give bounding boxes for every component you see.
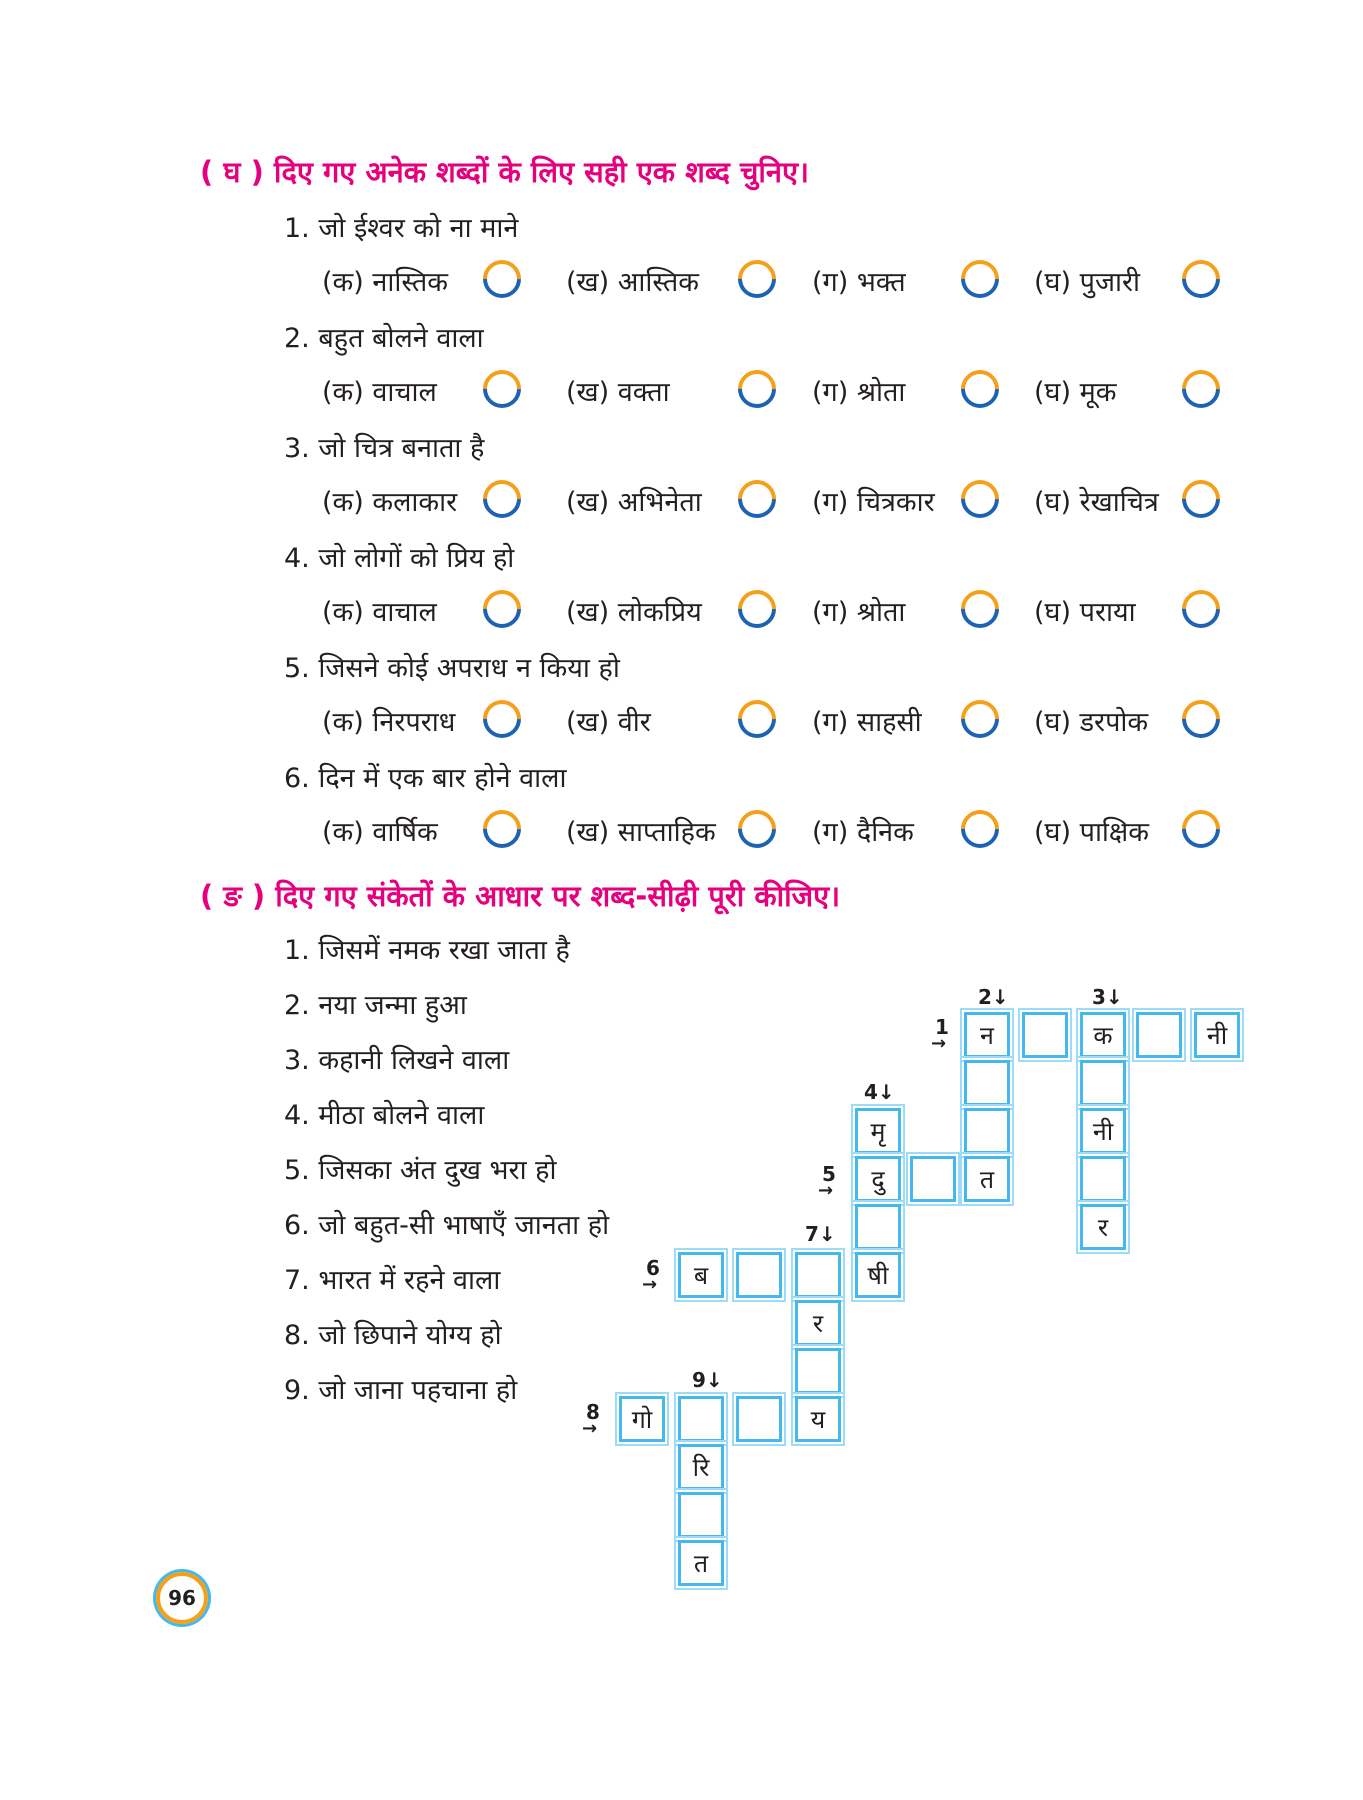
- option-label: (ख) आस्तिक: [566, 267, 699, 298]
- option-label: (ग) भक्त: [812, 267, 906, 298]
- option-label: (ख) साप्ताहिक: [566, 817, 716, 848]
- grid-cell: नी: [1080, 1108, 1126, 1154]
- question-text: 6. दिन में एक बार होने वाला: [284, 763, 567, 794]
- grid-cell[interactable]: [964, 1060, 1010, 1106]
- answer-circle[interactable]: [475, 802, 529, 856]
- answer-circle[interactable]: [953, 692, 1007, 746]
- section-nga-heading: ( ङ ) दिए गए संकेतों के आधार पर शब्द-सीढ़ी पूरी कीजिए।: [200, 879, 841, 913]
- arrow-right-icon: →: [582, 1418, 598, 1439]
- option-label: (घ) डरपोक: [1034, 707, 1149, 738]
- clue-text: 7. भारत में रहने वाला: [284, 1265, 501, 1296]
- answer-circle[interactable]: [730, 472, 784, 526]
- clue-text: 3. कहानी लिखने वाला: [284, 1045, 510, 1076]
- clue-text: 6. जो बहुत-सी भाषाएँ जानता हो: [284, 1210, 610, 1241]
- option-label: (क) नास्तिक: [322, 267, 448, 298]
- question-text: 3. जो चित्र बनाता है: [284, 433, 485, 464]
- grid-cell[interactable]: [910, 1156, 956, 1202]
- answer-circle[interactable]: [953, 362, 1007, 416]
- answer-circle[interactable]: [730, 692, 784, 746]
- option-label: (ख) वीर: [566, 707, 651, 738]
- grid-cell[interactable]: [795, 1252, 841, 1298]
- answer-circle[interactable]: [730, 802, 784, 856]
- question-text: 4. जो लोगों को प्रिय हो: [284, 543, 515, 574]
- answer-circle[interactable]: [475, 472, 529, 526]
- grid-cell[interactable]: [678, 1396, 724, 1442]
- answer-circle[interactable]: [475, 692, 529, 746]
- grid-cell[interactable]: [736, 1396, 782, 1442]
- grid-cell[interactable]: [1136, 1012, 1182, 1058]
- clue-number: 3↓: [1092, 985, 1123, 1009]
- option-label: (ख) लोकप्रिय: [566, 597, 702, 628]
- clue-number: 5: [822, 1162, 836, 1186]
- answer-circle[interactable]: [1174, 362, 1228, 416]
- clue-text: 1. जिसमें नमक रखा जाता है: [284, 935, 570, 966]
- section-gha-heading: ( घ ) दिए गए अनेक शब्दों के लिए सही एक शब्द चुनिए।: [200, 155, 810, 189]
- grid-cell: त: [964, 1156, 1010, 1202]
- answer-circle[interactable]: [475, 252, 529, 306]
- grid-cell: त: [678, 1540, 724, 1586]
- clue-text: 2. नया जन्मा हुआ: [284, 990, 467, 1021]
- grid-cell: क: [1080, 1012, 1126, 1058]
- grid-cell: ब: [678, 1252, 724, 1298]
- answer-circle[interactable]: [953, 802, 1007, 856]
- answer-circle[interactable]: [730, 582, 784, 636]
- answer-circle[interactable]: [730, 362, 784, 416]
- option-label: (क) कलाकार: [322, 487, 458, 518]
- answer-circle[interactable]: [475, 582, 529, 636]
- grid-cell[interactable]: [1080, 1156, 1126, 1202]
- clue-number: 2↓: [978, 985, 1009, 1009]
- arrow-right-icon: →: [818, 1180, 834, 1201]
- answer-circle[interactable]: [953, 252, 1007, 306]
- grid-cell: य: [795, 1396, 841, 1442]
- option-label: (ग) श्रोता: [812, 597, 906, 628]
- grid-cell[interactable]: [964, 1108, 1010, 1154]
- option-label: (क) वाचाल: [322, 597, 437, 628]
- clue-text: 5. जिसका अंत दुख भरा हो: [284, 1155, 557, 1186]
- clue-number: 1: [935, 1015, 949, 1039]
- question-text: 1. जो ईश्वर को ना माने: [284, 213, 519, 244]
- grid-cell: मृ: [855, 1108, 901, 1154]
- grid-cell: नी: [1194, 1012, 1240, 1058]
- option-label: (घ) पाक्षिक: [1034, 817, 1150, 848]
- option-label: (ग) श्रोता: [812, 377, 906, 408]
- grid-cell: र: [1080, 1204, 1126, 1250]
- answer-circle[interactable]: [1174, 692, 1228, 746]
- answer-circle[interactable]: [1174, 582, 1228, 636]
- clue-text: 9. जो जाना पहचाना हो: [284, 1375, 518, 1406]
- grid-cell[interactable]: [736, 1252, 782, 1298]
- answer-circle[interactable]: [1174, 472, 1228, 526]
- clue-text: 8. जो छिपाने योग्य हो: [284, 1320, 502, 1351]
- option-label: (ख) अभिनेता: [566, 487, 702, 518]
- answer-circle[interactable]: [730, 252, 784, 306]
- option-label: (घ) पराया: [1034, 597, 1136, 628]
- answer-circle[interactable]: [953, 472, 1007, 526]
- option-label: (घ) रेखाचित्र: [1034, 487, 1159, 518]
- grid-cell: दु: [855, 1156, 901, 1202]
- arrow-right-icon: →: [931, 1033, 947, 1054]
- grid-cell[interactable]: [1080, 1060, 1126, 1106]
- option-label: (ग) दैनिक: [812, 817, 914, 848]
- answer-circle[interactable]: [953, 582, 1007, 636]
- grid-cell: गो: [619, 1396, 665, 1442]
- arrow-right-icon: →: [642, 1274, 658, 1295]
- answer-circle[interactable]: [1174, 252, 1228, 306]
- grid-cell: न: [964, 1012, 1010, 1058]
- grid-cell[interactable]: [678, 1492, 724, 1538]
- grid-cell: र: [795, 1300, 841, 1346]
- option-label: (ख) वक्ता: [566, 377, 670, 408]
- grid-cell: षी: [855, 1252, 901, 1298]
- grid-cell[interactable]: [1022, 1012, 1068, 1058]
- option-label: (क) निरपराध: [322, 707, 456, 738]
- option-label: (ग) चित्रकार: [812, 487, 935, 518]
- clue-number: 4↓: [864, 1080, 895, 1104]
- question-text: 2. बहुत बोलने वाला: [284, 323, 484, 354]
- question-text: 5. जिसने कोई अपराध न किया हो: [284, 653, 620, 684]
- clue-number: 6: [646, 1256, 660, 1280]
- answer-circle[interactable]: [1174, 802, 1228, 856]
- clue-text: 4. मीठा बोलने वाला: [284, 1100, 485, 1131]
- clue-number: 9↓: [692, 1368, 723, 1392]
- option-label: (क) वाचाल: [322, 377, 437, 408]
- grid-cell: रि: [678, 1444, 724, 1490]
- option-label: (क) वार्षिक: [322, 817, 438, 848]
- clue-number: 8: [586, 1400, 600, 1424]
- clue-number: 7↓: [805, 1222, 836, 1246]
- option-label: (घ) पुजारी: [1034, 267, 1141, 298]
- answer-circle[interactable]: [475, 362, 529, 416]
- grid-cell[interactable]: [795, 1348, 841, 1394]
- option-label: (ग) साहसी: [812, 707, 922, 738]
- page-number: 96: [156, 1572, 208, 1624]
- grid-cell[interactable]: [855, 1204, 901, 1250]
- option-label: (घ) मूक: [1034, 377, 1117, 408]
